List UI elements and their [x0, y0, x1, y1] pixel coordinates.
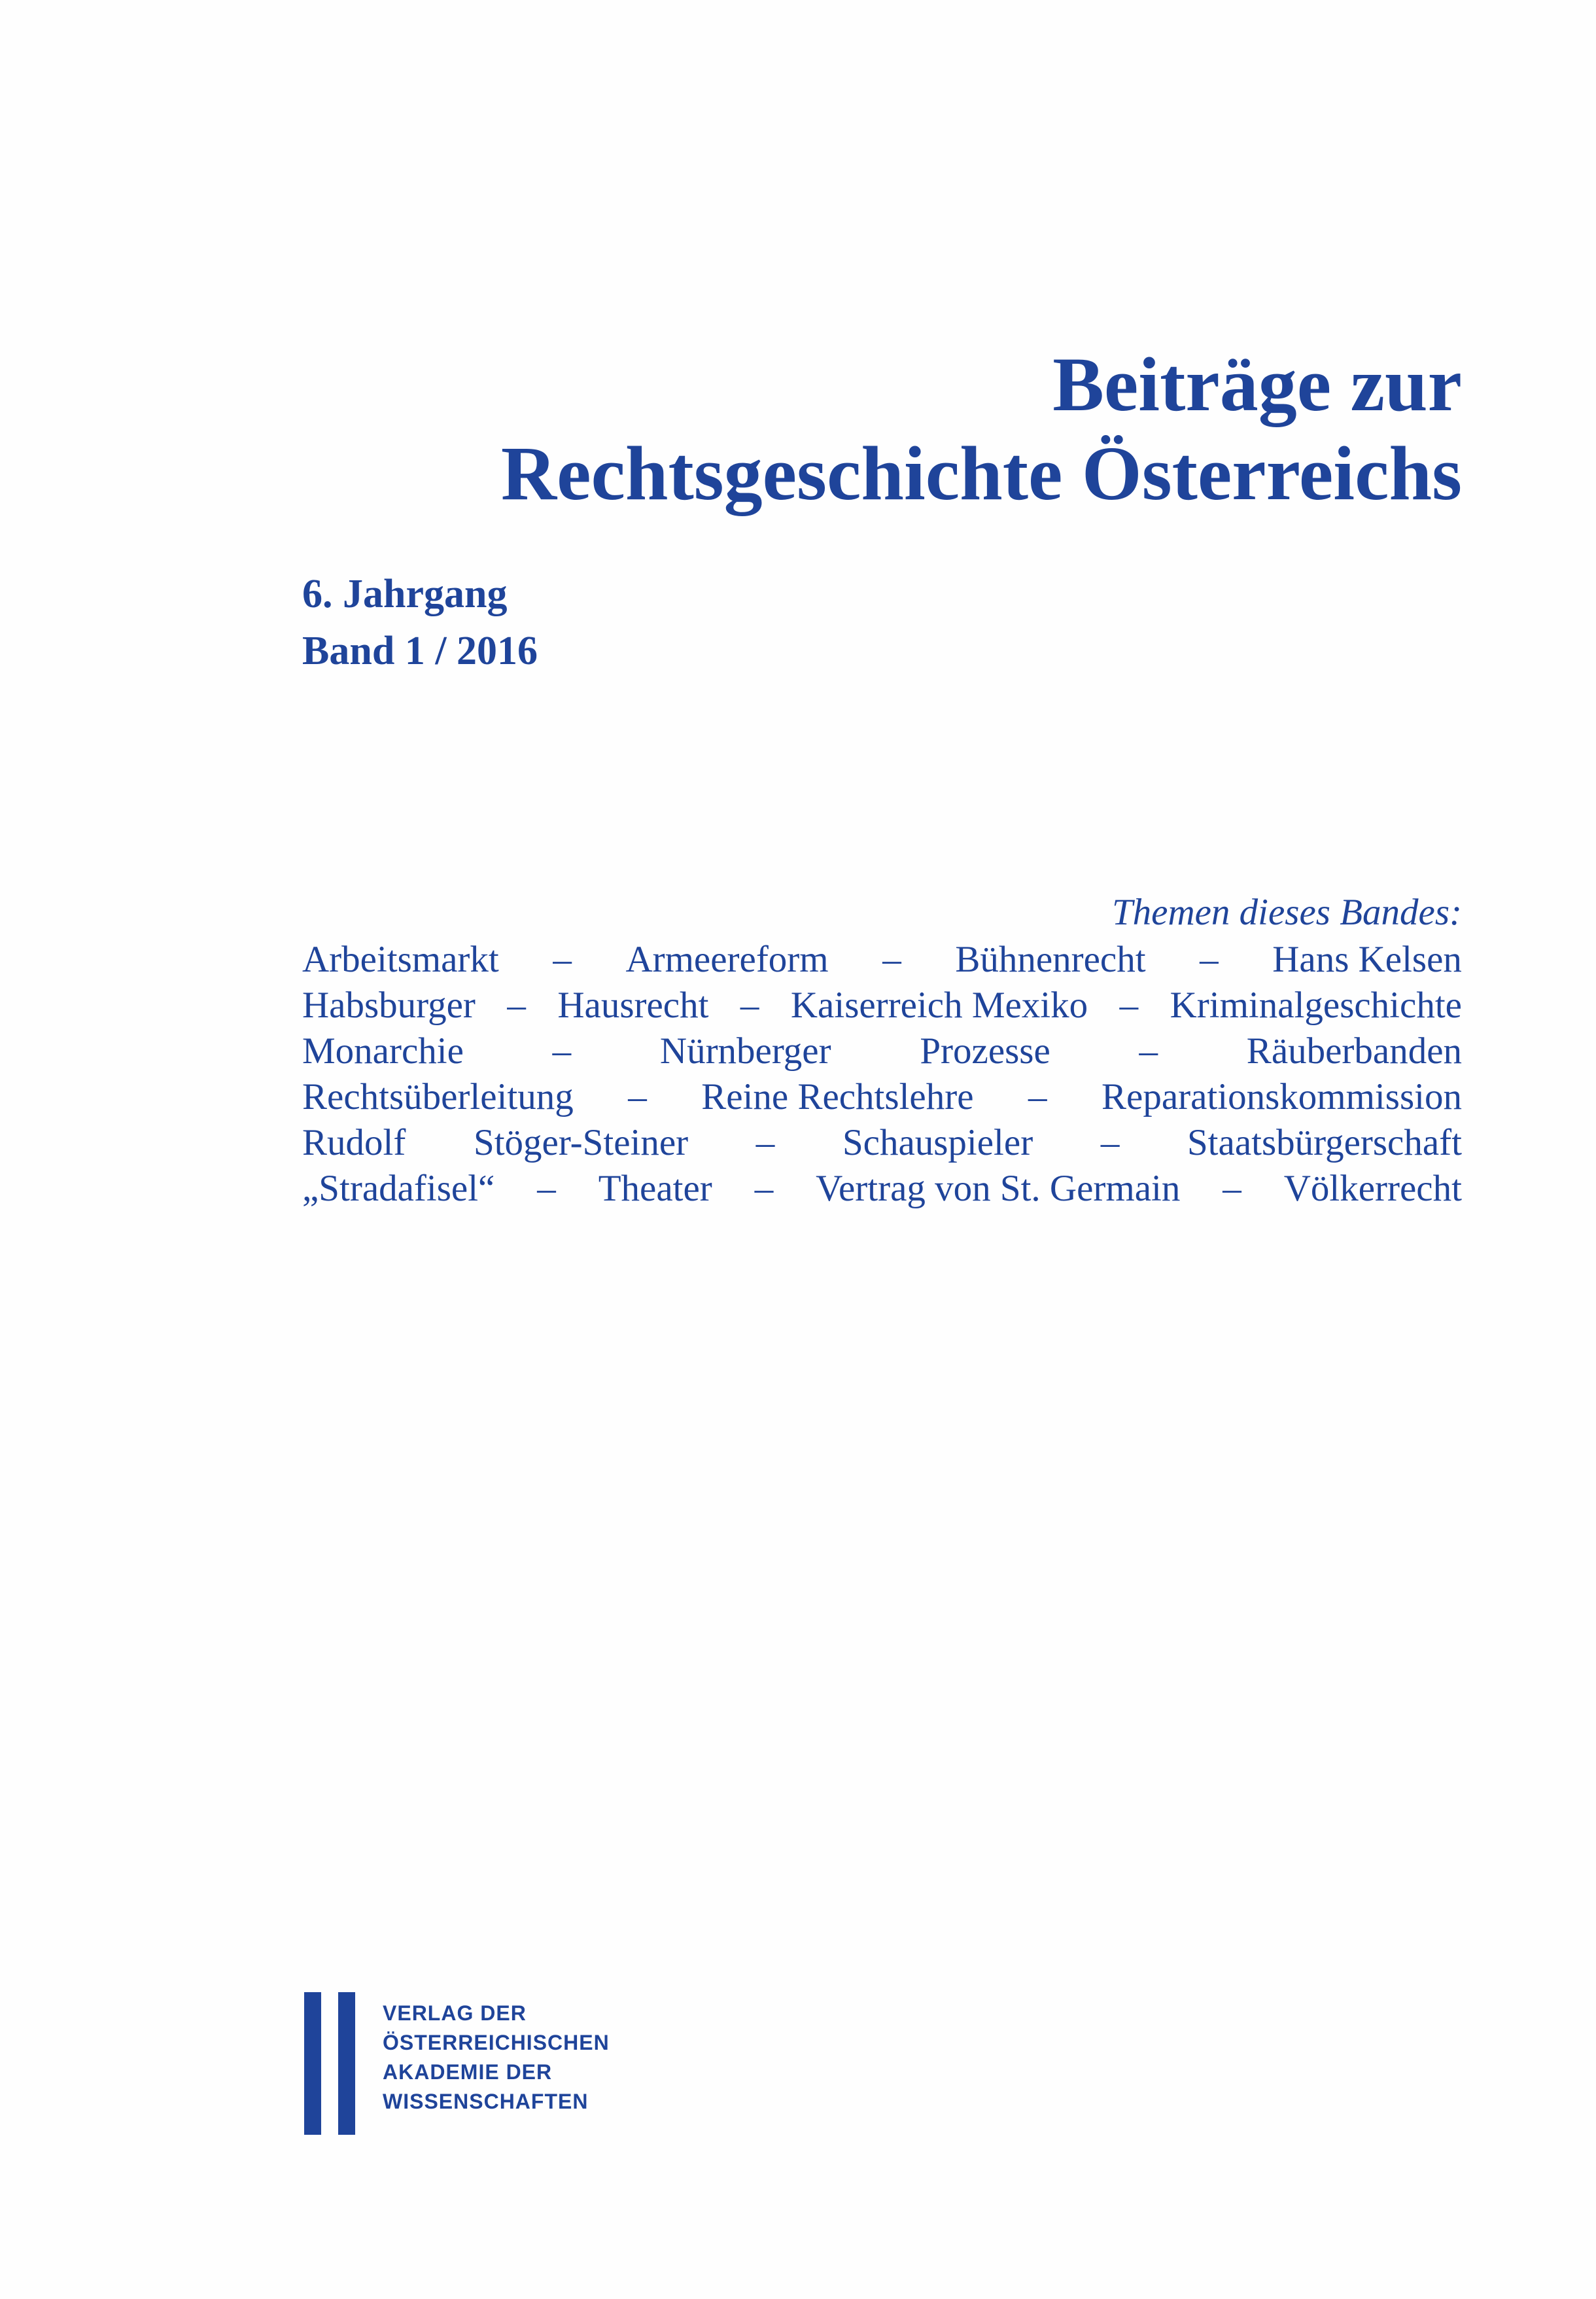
publisher-name: [383, 1999, 610, 2116]
theme-term: Völkerrecht: [1283, 1168, 1462, 1209]
theme-term: Reparationskommission: [1102, 1076, 1462, 1117]
theme-term: Bühnenrecht: [955, 939, 1146, 980]
theme-separator: –: [628, 1076, 647, 1117]
theme-separator: –: [755, 1122, 775, 1163]
theme-separator: –: [1100, 1122, 1120, 1163]
theme-line: [302, 1166, 1462, 1212]
cover-title: [501, 340, 1462, 518]
theme-separator: –: [1223, 1168, 1241, 1209]
theme-term: Prozesse: [920, 1030, 1050, 1072]
publisher-line: ÖSTERREICHISCHEN: [383, 2031, 610, 2054]
theme-separator: –: [1028, 1076, 1047, 1117]
volume-label: 6. Jahrgang: [302, 572, 508, 616]
theme-line: [302, 1074, 1462, 1120]
theme-separator: –: [740, 985, 759, 1026]
theme-separator: –: [1200, 939, 1219, 980]
themes-list: [302, 937, 1462, 1212]
theme-term: Schauspieler: [842, 1122, 1033, 1163]
publisher-line: VERLAG DER: [383, 2001, 527, 2025]
theme-term: Monarchie: [302, 1030, 464, 1072]
theme-separator: –: [537, 1168, 556, 1209]
theme-term: Arbeitsmarkt: [302, 939, 499, 980]
publisher-imprint: [304, 1992, 610, 2135]
theme-term: Stöger-Steiner: [474, 1122, 689, 1163]
title-line-2: Rechtsgeschichte Österreichs: [500, 430, 1462, 516]
theme-term: Theater: [598, 1168, 712, 1209]
themes-block: [302, 890, 1462, 1212]
issue-info: [302, 566, 538, 680]
theme-line: [302, 937, 1462, 983]
logo-bar-right: [338, 1992, 355, 2135]
theme-separator: –: [882, 939, 901, 980]
logo-bar-left: [304, 1992, 321, 2135]
theme-separator: –: [552, 1030, 572, 1072]
publisher-line: WISSENSCHAFTEN: [383, 2090, 589, 2113]
theme-line: [302, 1120, 1462, 1166]
theme-line: [302, 983, 1462, 1028]
themes-heading: Themen dieses Bandes:: [1111, 892, 1462, 933]
theme-term: Vertrag von St. Germain: [816, 1168, 1181, 1209]
theme-term: Rudolf: [302, 1122, 406, 1163]
publisher-line: AKADEMIE DER: [383, 2060, 553, 2084]
band-label: Band 1 / 2016: [302, 628, 538, 673]
theme-separator: –: [1119, 985, 1139, 1026]
theme-term: Rechtsüberleitung: [302, 1076, 574, 1117]
double-vertical-bar-icon: [304, 1992, 355, 2135]
title-line-1: Beiträge zur: [1052, 342, 1462, 427]
theme-separator: –: [507, 985, 526, 1026]
theme-term: Armeereform: [625, 939, 829, 980]
theme-term: Staatsbürgerschaft: [1187, 1122, 1462, 1163]
theme-term: Kaiserreich Mexiko: [790, 985, 1088, 1026]
theme-term: Hausrecht: [557, 985, 709, 1026]
theme-separator: –: [553, 939, 572, 980]
theme-separator: –: [754, 1168, 774, 1209]
theme-term: Räuberbanden: [1246, 1030, 1462, 1072]
theme-term: Hans Kelsen: [1272, 939, 1462, 980]
theme-separator: –: [1139, 1030, 1158, 1072]
theme-term: „Stradafisel“: [302, 1168, 495, 1209]
theme-term: Reine Rechtslehre: [701, 1076, 974, 1117]
theme-line: [302, 1028, 1462, 1074]
theme-term: Nürnberger: [659, 1030, 831, 1072]
theme-term: Habsburger: [302, 985, 476, 1026]
theme-term: Kriminalgeschichte: [1170, 985, 1462, 1026]
